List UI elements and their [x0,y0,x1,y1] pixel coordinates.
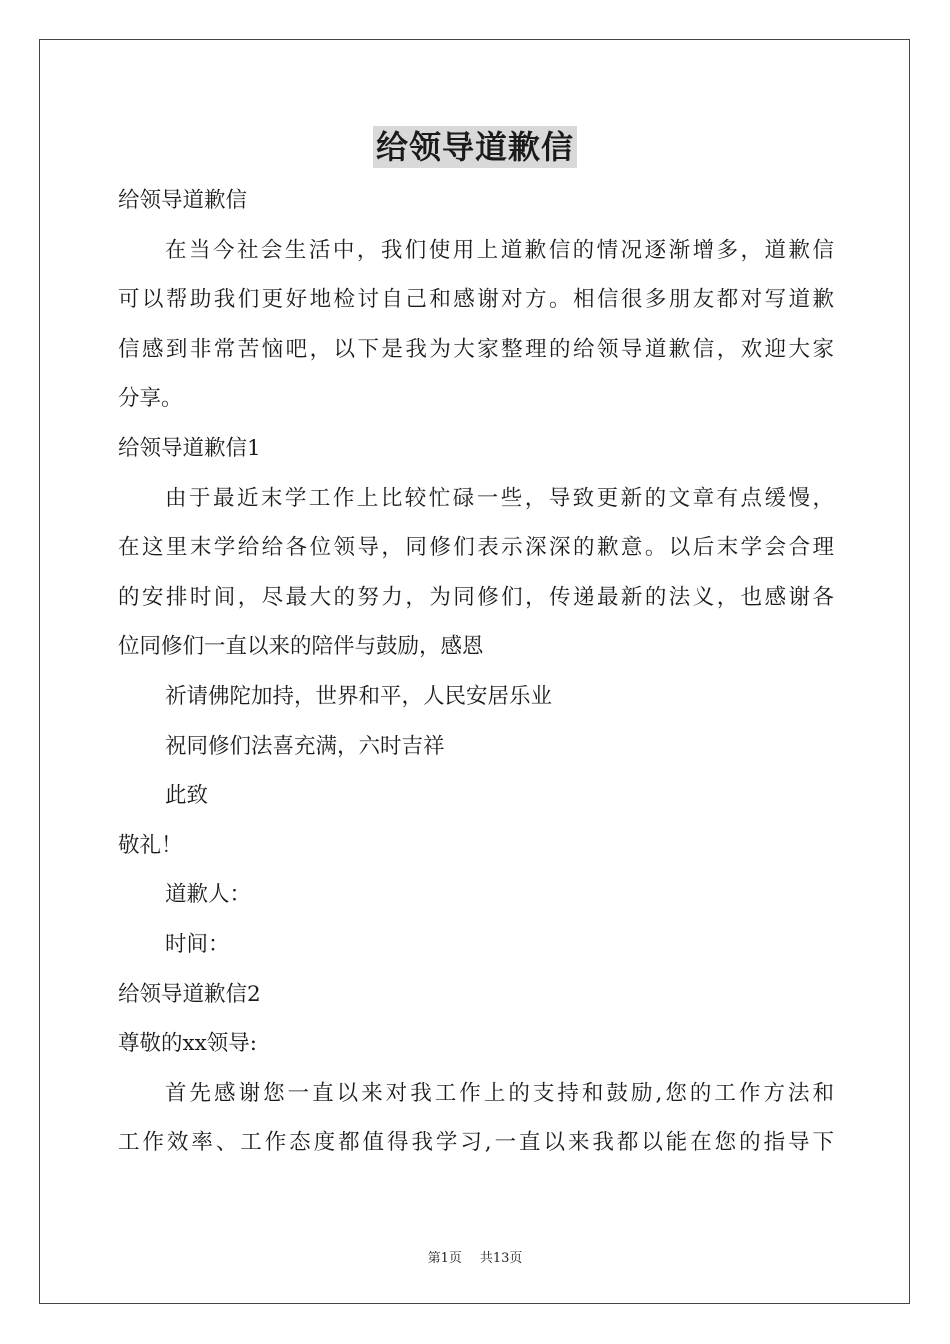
page-footer [0,1247,950,1266]
paragraph-line: 的安排时间，尽最大的努力，为同修们，传递最新的法义，也感谢各 [118,584,834,610]
paragraph-line: 祝同修们法喜充满，六时吉祥 [165,733,445,759]
closing-line: 敬礼！ [118,832,183,858]
section-heading: 给领导道歉信 [118,188,248,213]
paragraph-line: 可以帮助我们更好地检讨自己和感谢对方。相信很多朋友都对写道歉 [118,287,834,313]
paragraph-line: 祈请佛陀加持，世界和平，人民安居乐业 [165,683,553,709]
paragraph-line: 工作效率、工作态度都值得我学习,一直以来我都以能在您的指导下 [118,1130,834,1156]
paragraph-line: 位同修们一直以来的陪伴与鼓励，感恩 [118,634,484,660]
document-title: 给领导道歉信 [373,126,577,168]
paragraph-line: 信感到非常苦恼吧，以下是我为大家整理的给领导道歉信，欢迎大家 [118,336,834,362]
closing-line: 此致 [165,783,209,809]
salutation-line: 尊敬的xx领导: [118,1031,257,1057]
paragraph-line: 在这里末学给给各位领导，同修们表示深深的歉意。以后末学会合理 [118,535,834,561]
date-line: 时间： [165,931,230,957]
signature-line: 道歉人： [165,882,252,908]
page-number: 第1页 [427,1251,462,1266]
paragraph-line: 首先感谢您一直以来对我工作上的支持和鼓励,您的工作方法和 [165,1080,834,1106]
paragraph-line: 分享。 [118,386,183,412]
section-heading: 给领导道歉信2 [118,981,261,1007]
paragraph-line: 由于最近末学工作上比较忙碌一些，导致更新的文章有点缓慢， [165,485,834,511]
section-heading: 给领导道歉信1 [118,435,261,461]
title-container [0,126,950,168]
document-body [118,176,834,1168]
paragraph-line: 在当今社会生活中，我们使用上道歉信的情况逐渐增多，道歉信 [165,237,834,263]
page-total: 共13页 [479,1251,523,1266]
